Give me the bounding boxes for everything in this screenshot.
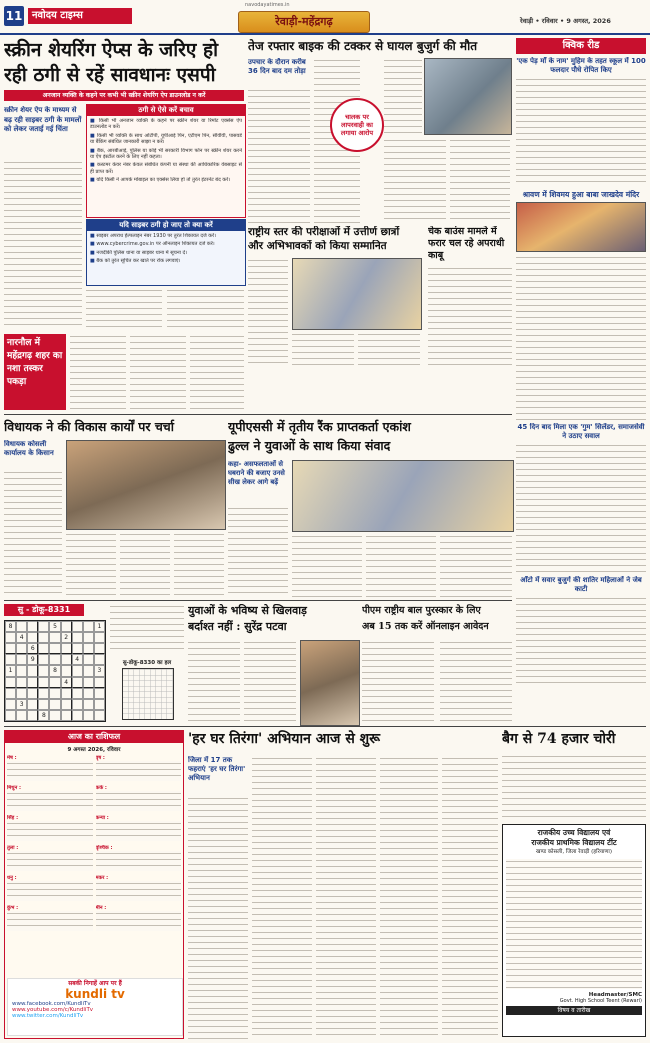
sudoku-cell: [83, 665, 94, 676]
horoscope-text: [96, 761, 182, 781]
sudoku-cell: [5, 654, 16, 665]
sudoku-cell: [16, 677, 27, 688]
section-banner: रेवाड़ी-महेंद्रगढ़: [238, 11, 370, 33]
horoscope-entry: [7, 815, 93, 843]
bike-story: [248, 38, 512, 223]
help-item: ■ बैंक को तुरंत सूचित कर खाते पर रोक लगवाएं।: [90, 258, 242, 264]
narnaul-body-3: [190, 334, 244, 410]
bike-subhead: उपचार के दौरान करीब 36 दिन बाद दम तोड़ा: [248, 58, 306, 75]
mla-story: [4, 418, 224, 598]
sudoku-cell: [72, 643, 83, 654]
mla-body-4: [174, 532, 224, 598]
quick-read-title: क्विक रीड: [516, 38, 646, 54]
award-body-1: [362, 640, 434, 724]
horoscope-entry: [96, 785, 182, 813]
sudoku-title: सु - डोकू-8331: [4, 604, 84, 616]
section-divider-3: [4, 726, 646, 727]
sudoku-cell: [83, 688, 94, 699]
mla-body-1: [4, 470, 62, 598]
quick-read-item3-head: 45 दिन बाद मिला एक 'गुम' सिलेंडर, समाजसेवी ने उठाए सवाल: [517, 423, 645, 440]
quick-read-item4-head: आँटो में सवार बुजुर्ग की शातिर महिलाओं ने जेब काटी: [520, 576, 642, 593]
quick-read: [516, 38, 646, 738]
help-item: ■ www.cybercrime.gov.in पर ऑनलाइन शिकायत दर्ज करें।: [90, 241, 242, 247]
sudoku-cell: 4: [16, 632, 27, 643]
sudoku-cell: [16, 643, 27, 654]
tips-box-title: ठगी से ऐसे करें बचाव: [87, 105, 245, 116]
sudoku-cell: [83, 621, 94, 632]
sudoku-cell: 3: [94, 665, 105, 676]
top-story-headline-2: रही ठगी से रहें सावधानः एसपी: [4, 64, 216, 86]
exam-body-1: [248, 258, 288, 368]
horoscope-entry: [7, 845, 93, 873]
exam-body-3: [358, 332, 420, 368]
horoscope-entry: [96, 815, 182, 843]
exam-headline-1: राष्ट्रीय स्तर की परीक्षाओं में उत्तीर्ण छात्रों: [248, 226, 400, 238]
sudoku-cell: [83, 710, 94, 721]
sudoku-cell: [49, 632, 60, 643]
paper-name-logo: नवोदय टाइम्स: [28, 8, 132, 24]
sudoku-cell: [72, 710, 83, 721]
mla-side-head: विधायक कोसली कार्यालय के किसान: [4, 440, 54, 457]
upsc-body-2: [292, 534, 362, 598]
top-story-body-col2: [86, 288, 162, 330]
sudoku-cell: [61, 699, 72, 710]
sudoku-cell: [38, 665, 49, 676]
school-ad-body: [506, 859, 642, 989]
sudoku-cell: [72, 621, 83, 632]
horoscope-sign-label: मीन :: [95, 905, 107, 911]
sudoku-cell: [61, 688, 72, 699]
mla-body-3: [120, 532, 170, 598]
masthead: [0, 0, 650, 34]
help-item: ■ नजदीकी पुलिस थाना या साइबर थाना में सूचना दें।: [90, 250, 242, 256]
sudoku-cell: [27, 688, 38, 699]
section-divider-1: [4, 414, 512, 415]
award-headline-2: अब 15 तक करें ऑनलाइन आवेदन: [362, 621, 489, 632]
sudoku-cell: [27, 677, 38, 688]
sudoku-cell: [16, 710, 27, 721]
sudoku-cell: 9: [27, 654, 38, 665]
youth-photo: [300, 640, 360, 726]
sudoku-cell: [5, 699, 16, 710]
tiranga-body-4: [380, 756, 438, 1039]
help-box-title: यदि साइबर ठगी हो जाए तो क्या करें: [87, 220, 245, 231]
horoscope-entry: [96, 875, 182, 903]
sudoku-cell: [83, 643, 94, 654]
sudoku-cell: [61, 665, 72, 676]
cheque-headline: चेक बाउंस मामले में फरार चल रहे अपराधी काबू: [428, 226, 505, 261]
horoscope-title: आज का राशिफल: [5, 731, 183, 743]
horoscope-entry: [7, 785, 93, 813]
sudoku-cell: [83, 699, 94, 710]
sudoku-cell: [27, 632, 38, 643]
award-story: [362, 604, 512, 724]
award-headline-1: पीएम राष्ट्रीय बाल पुरस्कार के लिए: [362, 605, 481, 616]
sudoku-cell: [5, 677, 16, 688]
narnaul-body-2: [130, 334, 186, 410]
youth-headline-1: युवाओं के भविष्य से खिलवाड़: [188, 604, 307, 617]
bike-body-1: [248, 88, 310, 223]
sudoku-grid: [4, 620, 106, 722]
sudoku-rules: [110, 604, 184, 654]
sudoku-cell: [94, 688, 105, 699]
kundli-tv-logo: kundli tv: [65, 987, 125, 1001]
exam-story: [248, 226, 512, 371]
school-ad-line2: राजकीय प्राथमिक विद्यालय टींट: [531, 838, 617, 847]
narnaul-body-1: [70, 334, 126, 410]
sudoku-cell: [72, 677, 83, 688]
sudoku-cell: 2: [61, 632, 72, 643]
sudoku-cell: 8: [38, 710, 49, 721]
bike-pull-quote: चालक पर लापरवाही का लगाया आरोप: [330, 98, 384, 152]
sudoku-cell: [38, 699, 49, 710]
horoscope-text: [7, 881, 93, 901]
horoscope-sign-label: कन्या :: [95, 815, 109, 821]
site-name: navodayatimes.in: [245, 2, 290, 8]
horoscope-text: [96, 821, 182, 841]
sudoku-cell: [49, 677, 60, 688]
sudoku-cell: 8: [49, 665, 60, 676]
promo-youtube-link[interactable]: www.youtube.com/c/KundliTv: [12, 1007, 94, 1013]
youth-body-2: [244, 640, 296, 724]
promo-facebook-link[interactable]: www.facebook.com/KundliTv: [12, 1001, 91, 1007]
sudoku-cell: [94, 699, 105, 710]
promo-line: सबकी निगाहें आप पर हैं: [68, 980, 122, 987]
sudoku-cell: 4: [72, 654, 83, 665]
horoscope-entry: [96, 755, 182, 783]
sudoku-cell: [16, 621, 27, 632]
sudoku-cell: 1: [5, 665, 16, 676]
sudoku-cell: [5, 632, 16, 643]
tiranga-body-3: [316, 756, 376, 1039]
narnaul-headline: नारनौल में महेंद्रगढ़ शहर का नशा तस्कर पकड़ा: [7, 338, 63, 387]
sudoku-cell: [38, 688, 49, 699]
tiranga-side-head: जिला में 17 तक फहराएं 'हर घर तिरंगा' अभियान: [188, 756, 246, 782]
school-ad-signature: Headmaster/SMC: [588, 992, 642, 998]
sudoku-cell: [61, 643, 72, 654]
section-divider-2: [4, 600, 512, 601]
upsc-side-head: कहा- असफलताओं से घबराने की बजाए उनसे सीख लेकर आगे बढ़ें: [228, 460, 285, 486]
mla-photo: [66, 440, 226, 530]
horoscope-sign-label: सिंह :: [7, 815, 19, 821]
tip-item: ■ यदि किसी ने आपके मोबाइल का एक्सेस लिया हो तो तुरंत इंटरनेट बंद करें।: [90, 177, 242, 183]
sudoku-cell: [72, 632, 83, 643]
sudoku-cell: [94, 654, 105, 665]
sudoku-cell: [83, 677, 94, 688]
horoscope-sign-label: मिथुन :: [7, 785, 21, 791]
horoscope-box: [4, 730, 184, 1039]
horoscope-sign-label: मेष :: [7, 755, 17, 761]
bike-headline: तेज रफ्तार बाइक की टक्कर से घायल बुजुर्ग की मौत: [248, 39, 478, 53]
sudoku-cell: [5, 643, 16, 654]
theft-headline: बैग से 74 हजार चोरी: [502, 731, 616, 747]
horoscope-list: [5, 755, 183, 933]
promo-box: [7, 978, 183, 1036]
cheque-body: [428, 266, 512, 368]
tiranga-story: [188, 730, 498, 1039]
sudoku-cell: [49, 710, 60, 721]
tip-item: ■ किसी भी व्यक्ति के साथ ओटीपी, यूपीआई पिन, एटीएम पिन, सीवीवी, पासवर्ड या बैंकिंग संबंधित जानकारी साझा न करें।: [90, 133, 242, 146]
horoscope-entry: [7, 905, 93, 933]
tiranga-body-5: [442, 756, 498, 1039]
sudoku-cell: [72, 688, 83, 699]
upsc-photo: [292, 460, 514, 532]
school-ad-line1: राजकीय उच्च विद्यालय एवं: [537, 828, 611, 837]
upsc-body-1: [228, 506, 288, 598]
theft-body: [502, 754, 646, 820]
sudoku-cell: 8: [5, 621, 16, 632]
sudoku-cell: [49, 699, 60, 710]
sudoku-cell: [27, 699, 38, 710]
horoscope-text: [96, 881, 182, 901]
sudoku-cell: [94, 643, 105, 654]
sudoku-cell: [61, 710, 72, 721]
horoscope-sign-label: वृष :: [95, 755, 105, 761]
sudoku-cell: 3: [16, 699, 27, 710]
sudoku-cell: [49, 688, 60, 699]
top-story-strap: अनजान व्यक्ति के कहने पर कभी भी स्क्रीन शेयरिंग ऐप डाउनलोड न करें: [4, 90, 244, 101]
upsc-body-3: [366, 534, 436, 598]
sudoku-cell: [72, 665, 83, 676]
sudoku-cell: [83, 632, 94, 643]
sudoku-cell: [72, 699, 83, 710]
youth-story: [188, 604, 358, 724]
bike-photo: [424, 58, 512, 135]
bike-body-4: [384, 138, 446, 223]
horoscope-sign-label: मकर :: [95, 875, 109, 881]
tip-item: ■ कस्टमर केयर नंबर केवल संबंधित कंपनी या संस्था की आधिकारिक वेबसाइट से ही प्राप्त करें।: [90, 162, 242, 175]
horoscope-date: 9 अगस्त 2026, रविवार: [67, 747, 121, 753]
youth-body-1: [188, 640, 240, 724]
tip-item: ■ किसी भी अनजान व्यक्ति के कहने पर स्क्रीन शेयर या रिमोट एक्सेस ऐप डाउनलोड न करें।: [90, 118, 242, 131]
tip-item: ■ बैंक, आरबीआई, पुलिस या कोई भी सरकारी विभाग फोन पर स्क्रीन शेयर करने या ऐप इंस्टॉल करने के लिए नहीं कहता।: [90, 148, 242, 161]
award-body-2: [440, 640, 512, 724]
tiranga-body-1: [188, 796, 248, 1039]
upsc-body-4: [440, 534, 512, 598]
sudoku-cell: [83, 654, 94, 665]
sudoku-cell: [5, 688, 16, 699]
sudoku-cell: 5: [49, 621, 60, 632]
dateline: रेवाड़ी • रविवार • 9 अगस्त, 2026: [520, 17, 611, 25]
top-story-body-col3: [167, 288, 244, 330]
bike-body-5: [450, 138, 510, 223]
sudoku-answer-grid: [122, 668, 174, 720]
horoscope-entry: [96, 845, 182, 873]
sudoku-answer-title: सु-डोकू-8330 का हल: [122, 660, 172, 666]
horoscope-sign-label: वृश्चिक :: [95, 845, 113, 851]
temple-photo: [516, 202, 646, 252]
sudoku-cell: [16, 665, 27, 676]
sudoku-cell: [94, 632, 105, 643]
sudoku-cell: [16, 688, 27, 699]
page-number-badge: [4, 6, 24, 26]
sudoku-cell: [49, 643, 60, 654]
tiranga-body-2: [252, 756, 312, 1039]
horoscope-sign-label: धनु :: [7, 875, 17, 881]
sudoku-cell: [5, 710, 16, 721]
horoscope-text: [7, 911, 93, 931]
top-story: [4, 38, 244, 413]
horoscope-text: [7, 791, 93, 811]
upsc-headline-2: ढुल्ल ने युवाओं के साथ किया संवाद: [228, 438, 391, 453]
masthead-rule: [0, 33, 650, 35]
quick-read-item2-head: श्रावण में शिवमय हुआ बाबा जाखदेव मंदिर: [522, 190, 640, 199]
sudoku-cell: [38, 654, 49, 665]
sudoku-cell: [61, 654, 72, 665]
sudoku-cell: [49, 654, 60, 665]
school-ad: [502, 824, 646, 1037]
horoscope-entry: [96, 905, 182, 933]
sudoku-cell: [27, 621, 38, 632]
sudoku-cell: 6: [27, 643, 38, 654]
tiranga-headline: 'हर घर तिरंगा' अभियान आज से शुरू: [188, 731, 381, 747]
page-number: 11: [5, 9, 23, 23]
mla-headline: विधायक ने की विकास कार्यों पर चर्चा: [4, 419, 174, 434]
help-item: ■ साइबर अपराध हेल्पलाइन नंबर 1930 पर तुरंत शिकायत दर्ज करें।: [90, 233, 242, 239]
sudoku-box: [4, 604, 184, 722]
sudoku-cell: [16, 654, 27, 665]
quick-read-item3-body: [516, 443, 646, 573]
tips-box: [86, 104, 246, 218]
exam-headline-2: और अभिभावकों को किया सम्मानित: [248, 240, 387, 252]
sudoku-cell: 4: [61, 677, 72, 688]
sudoku-cell: [94, 710, 105, 721]
mla-body-2: [66, 532, 116, 598]
quick-read-item2-body: [516, 255, 646, 420]
upsc-story: [228, 418, 512, 598]
top-story-headline-1: स्क्रीन शेयरिंग ऐप्स के जरिए हो: [4, 39, 219, 61]
narnaul-box: [4, 334, 66, 410]
sudoku-cell: [38, 632, 49, 643]
exam-photo: [292, 258, 422, 330]
school-ad-footer: विषय व तारीख: [506, 1006, 642, 1015]
sudoku-cell: [38, 643, 49, 654]
quick-read-item4-body: [516, 596, 646, 686]
youth-headline-2: बर्दाश्त नहीं : सुरेंद्र पटवा: [188, 620, 287, 633]
sudoku-cell: [38, 621, 49, 632]
promo-twitter-link[interactable]: www.twitter.com/KundliTv: [12, 1013, 84, 1019]
horoscope-sign-label: कुंभ :: [7, 905, 19, 911]
horoscope-text: [7, 761, 93, 781]
horoscope-entry: [7, 875, 93, 903]
upsc-headline-1: यूपीएससी में तृतीय रैंक प्राप्तकर्ता एकांश: [228, 419, 411, 434]
sudoku-cell: [61, 621, 72, 632]
horoscope-text: [96, 911, 182, 931]
sudoku-cell: [27, 710, 38, 721]
sudoku-cell: [27, 665, 38, 676]
horoscope-text: [96, 851, 182, 871]
horoscope-sign-label: तुला :: [7, 845, 19, 851]
sudoku-cell: [38, 677, 49, 688]
theft-story: [502, 730, 646, 820]
horoscope-text: [7, 821, 93, 841]
exam-body-2: [292, 332, 354, 368]
quick-read-item1-body: [516, 77, 646, 187]
horoscope-sign-label: कर्क :: [95, 785, 107, 791]
school-ad-signature2: Govt. High School Teent (Rewari): [559, 998, 642, 1004]
horoscope-entry: [7, 755, 93, 783]
help-box: [86, 219, 246, 286]
quick-read-item1-head: 'एक पेड़ माँ के नाम' मुहिम के तहत स्कूल में 100 फलदार पौधे रोपित किए: [516, 57, 646, 74]
top-story-side-head: स्क्रीन शेयर ऐप के माध्यम से बढ़ रही साइबर ठगी के मामलों को लेकर जताई गई चिंता: [4, 106, 82, 133]
sudoku-cell: 1: [94, 621, 105, 632]
sudoku-cell: [94, 677, 105, 688]
top-story-body-col1: [4, 160, 82, 330]
bike-body-3: [384, 58, 422, 133]
horoscope-text: [96, 791, 182, 811]
horoscope-text: [7, 851, 93, 871]
school-ad-line3: खण्ड कोसली, जिला रेवाड़ी (हरियाणा): [536, 849, 612, 855]
